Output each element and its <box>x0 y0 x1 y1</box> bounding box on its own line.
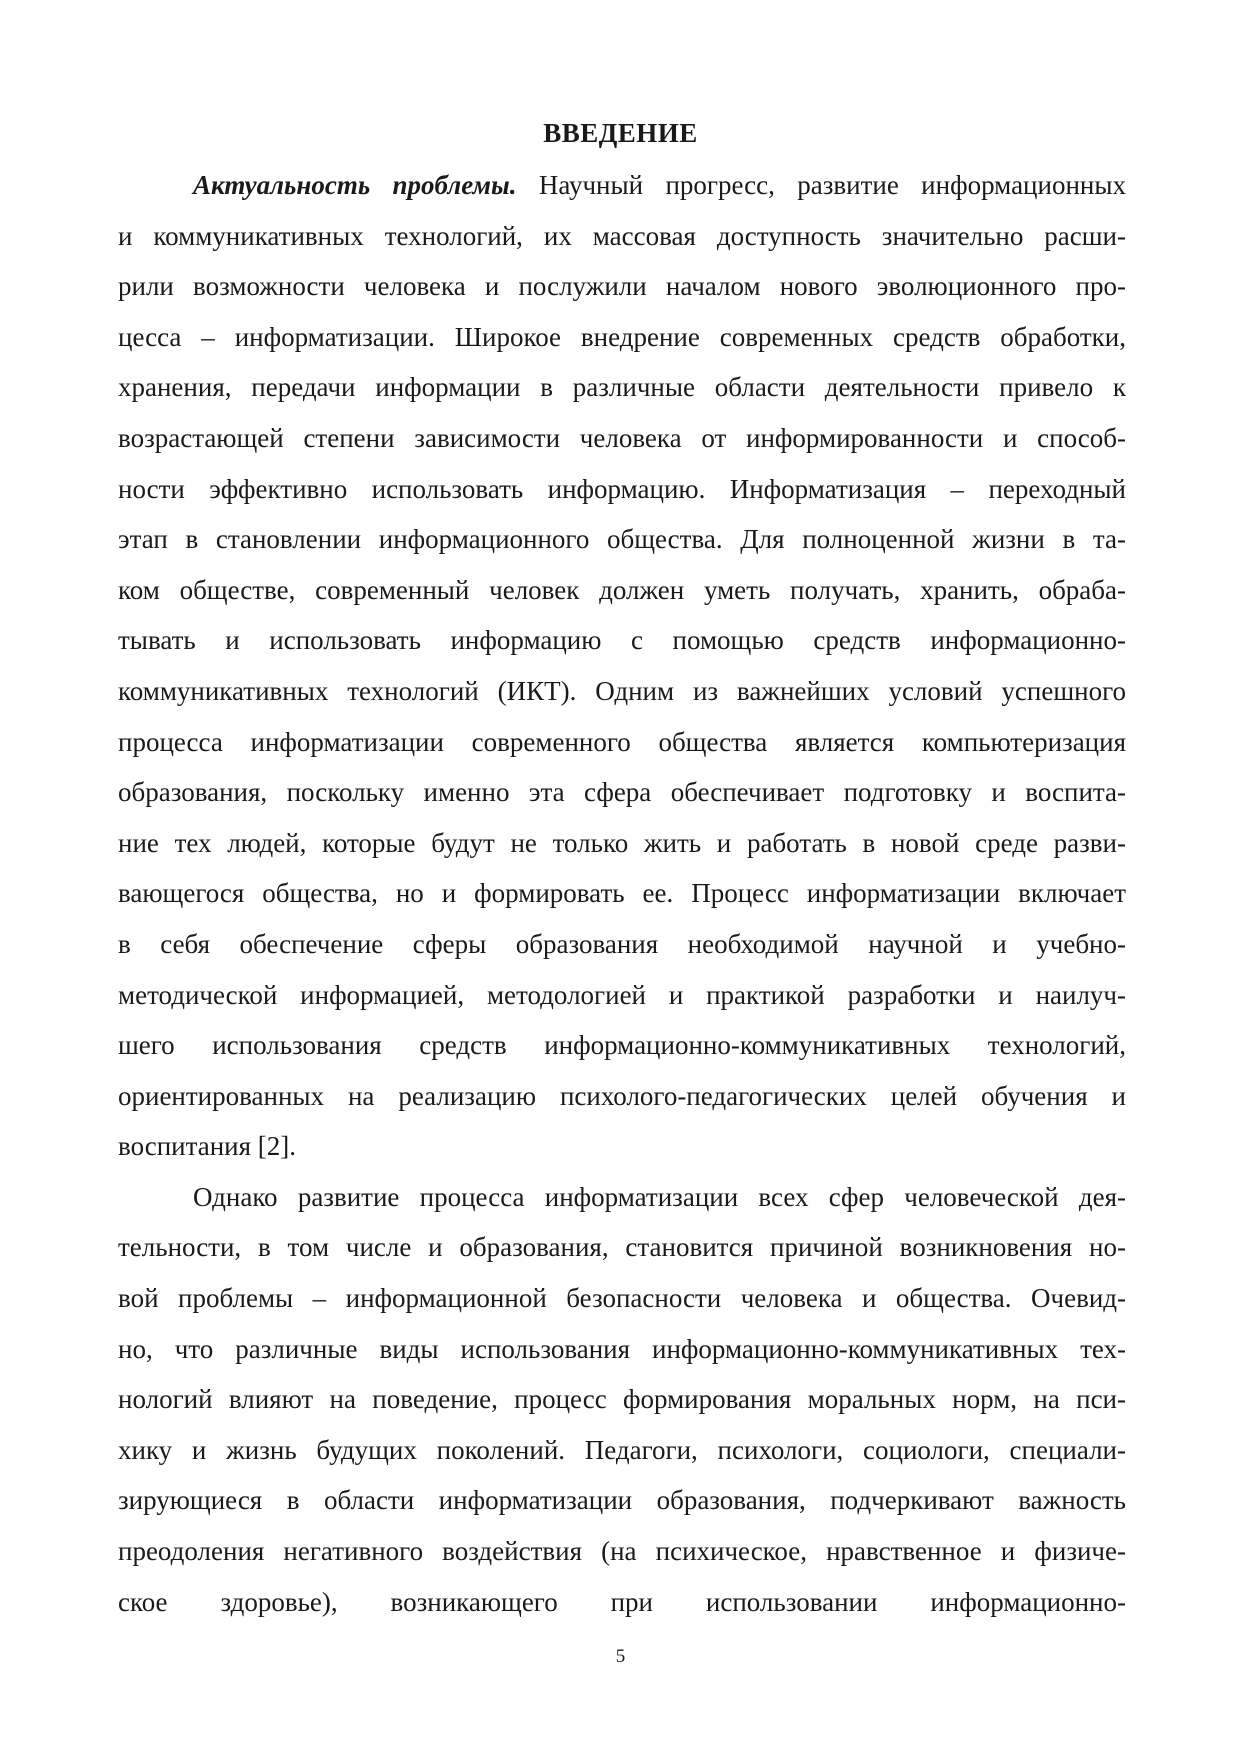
text-line: ское здоровье), возникающего при использовании информационно- <box>118 1586 1126 1617</box>
lead-phrase: Актуальность проблемы. <box>193 170 517 200</box>
text-line: рили возможности человека и послужили началом нового эволюционного про- <box>118 271 1126 302</box>
text-line: в себя обеспечение сферы образования необходимой научной и учебно- <box>118 928 1126 959</box>
text-line: хранения, передачи информации в различные области деятельности привело к <box>118 372 1126 403</box>
body-text <box>118 160 1126 1627</box>
text-line: коммуникативных технологий (ИКТ). Одним из важнейших условий успешного <box>118 675 1126 706</box>
text-line: но, что различные виды использования информационно-коммуникативных тех- <box>118 1333 1126 1364</box>
text-line: образования, поскольку именно эта сфера обеспечивает подготовку и воспита- <box>118 777 1126 808</box>
text-line: методической информацией, методологией и практикой разработки и наилуч- <box>118 979 1126 1010</box>
text-line: нологий влияют на поведение, процесс формирования моральных норм, на пси- <box>118 1384 1126 1415</box>
paragraph-1-line-1 <box>118 160 1126 211</box>
text-line: цесса – информатизации. Широкое внедрение современных средств обработки, <box>118 321 1126 352</box>
text-line: Научный прогресс, развитие информационных <box>516 170 1126 200</box>
text-line: шего использования средств информационно-коммуникативных технологий, <box>118 1030 1126 1061</box>
section-heading: ВВЕДЕНИЕ <box>543 118 698 148</box>
text-line: воспитания [2]. <box>118 1131 297 1162</box>
text-line: зирующиеся в области информатизации образования, подчеркивают важность <box>118 1485 1126 1516</box>
page-number: 5 <box>615 1646 626 1667</box>
text-line: и коммуникативных технологий, их массовая доступность значительно расши- <box>118 220 1126 251</box>
text-line: процесса информатизации современного общества является компьютеризация <box>118 726 1126 757</box>
text-line: ориентированных на реализацию психолого-педагогических целей обучения и <box>118 1080 1126 1111</box>
text-line: ности эффективно использовать информацию. Информатизация – переходный <box>118 473 1126 504</box>
text-line: этап в становлении информационного общества. Для полноценной жизни в та- <box>118 524 1126 555</box>
text-line: вой проблемы – информационной безопасности человека и общества. Очевид- <box>118 1283 1126 1314</box>
text-line: возрастающей степени зависимости человека от информированности и способ- <box>118 422 1126 453</box>
text-line: тельности, в том числе и образования, становится причиной возникновения но- <box>118 1232 1126 1263</box>
text-line: тывать и использовать информацию с помощью средств информационно- <box>118 625 1126 656</box>
text-line: преодоления негативного воздействия (на психическое, нравственное и физиче- <box>118 1536 1126 1567</box>
text-line: хику и жизнь будущих поколений. Педагоги, психологи, социологи, специали- <box>118 1434 1126 1465</box>
paragraph-2-line-1: Однако развитие процесса информатизации всех сфер человеческой дея- <box>193 1181 1126 1212</box>
text-line: вающегося общества, но и формировать ее. Процесс информатизации включает <box>118 878 1126 909</box>
text-line: ние тех людей, которые будут не только жить и работать в новой среде разви- <box>118 827 1126 858</box>
text-line: ком обществе, современный человек должен уметь получать, хранить, обраба- <box>118 574 1126 605</box>
